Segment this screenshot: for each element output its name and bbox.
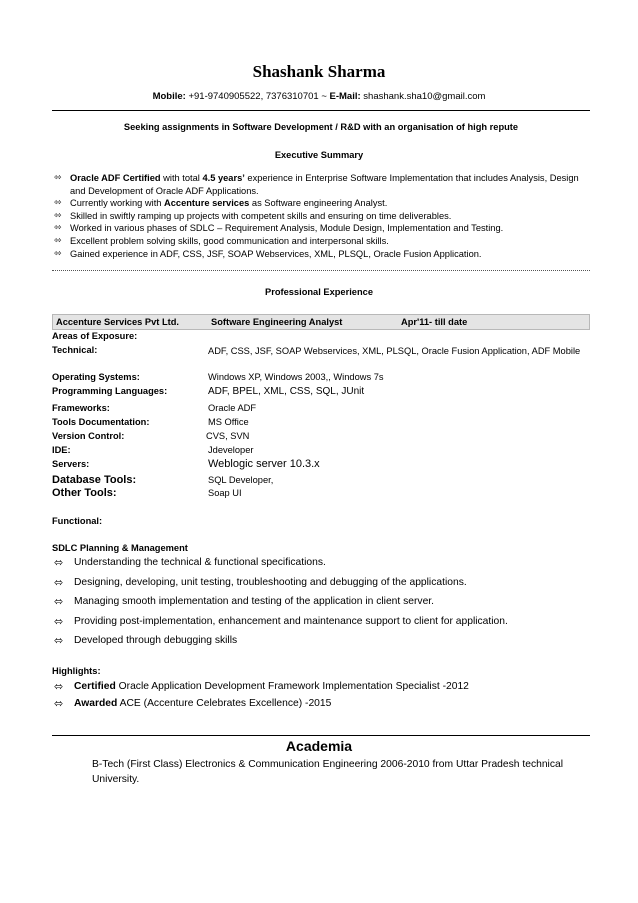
job-role: Software Engineering Analyst <box>211 317 343 327</box>
functional-label: Functional: <box>52 516 103 526</box>
divider <box>52 110 590 111</box>
arrow-left-right-icon: ⬄ <box>54 235 62 246</box>
mobile-value: +91-9740905522, 7376310701 ~ <box>185 91 330 102</box>
academia-text: B-Tech (First Class) Electronics & Communication Engineering 2006-2010 from Uttar Pradesh technical University. <box>92 759 563 785</box>
executive-summary-title: Executive Summary <box>274 150 364 160</box>
company-name: Accenture Services Pvt Ltd. <box>56 317 179 327</box>
sdlc-list <box>52 553 592 651</box>
highlights-list <box>52 678 592 712</box>
list-item: ⬄ Understanding the technical & functional specifications. <box>52 553 592 573</box>
sdlc-label: SDLC Planning & Management <box>52 543 188 553</box>
list-item: ⬄ Currently working with Accenture services as Software engineering Analyst. <box>54 198 388 209</box>
list-item: ⬄ Managing smooth implementation and testing of the application in client server. <box>52 592 592 612</box>
list-item: ⬄ Gained experience in ADF, CSS, JSF, SOAP Webservices, XML, PLSQL, Oracle Fusion Application. <box>54 248 482 259</box>
academia-title: Academia <box>285 738 353 754</box>
list-item: ⬄ Certified Oracle Application Development Framework Implementation Specialist -2012 <box>54 680 469 693</box>
email-value: shashank.sha10@gmail.com <box>360 91 486 102</box>
email-label: E-Mail: <box>329 91 361 102</box>
arrow-left-right-icon: ⬄ <box>54 595 64 608</box>
list-item: ⬄ Developed through debugging skills <box>52 631 592 651</box>
job-header-bar <box>52 314 590 330</box>
list-item: ⬄ Skilled in swiftly ramping up projects with competent skills and ensuring on time deliverables. <box>54 210 452 221</box>
areas-label: Areas of Exposure: <box>52 331 138 341</box>
arrow-left-right-icon: ⬄ <box>54 634 64 647</box>
professional-experience-title: Professional Experience <box>265 287 373 297</box>
arrow-left-right-icon: ⬄ <box>54 248 62 259</box>
arrow-left-right-icon: ⬄ <box>54 223 62 234</box>
list-item: ⬄ Awarded ACE (Accenture Celebrates Excellence) -2015 <box>54 697 332 710</box>
arrow-left-right-icon: ⬄ <box>54 575 64 589</box>
skill-row: Technical: ADF, CSS, JSF, SOAP Webservices, XML, PLSQL, Oracle Fusion Application, ADF Mobile <box>52 345 581 356</box>
divider <box>52 735 590 736</box>
job-period: Apr'11- till date <box>401 317 468 327</box>
executive-summary-list <box>52 172 592 260</box>
list-item: ⬄ Providing post-implementation, enhancement and maintenance support to client for application. <box>52 612 592 632</box>
arrow-left-right-icon: ⬄ <box>54 210 62 221</box>
dotted-divider <box>52 270 590 271</box>
list-item: ⬄ Designing, developing, unit testing, troubleshooting and debugging of the applications. <box>52 573 592 593</box>
arrow-left-right-icon: ⬄ <box>54 680 64 693</box>
arrow-left-right-icon: ⬄ <box>54 697 64 710</box>
list-item: ⬄ Oracle ADF Certified with total 4.5 years’ experience in Enterprise Software Implementation that includes Analysis, Design and Development of Oracle ADF Applications. <box>54 173 579 196</box>
candidate-name: Shashank Sharma <box>252 62 386 81</box>
arrow-left-right-icon: ⬄ <box>54 198 62 209</box>
arrow-left-right-icon: ⬄ <box>54 556 64 569</box>
list-item: ⬄ Excellent problem solving skills, good communication and interpersonal skills. <box>54 235 389 246</box>
list-item: ⬄ Worked in various phases of SDLC – Requirement Analysis, Module Design, Implementation and Testing. <box>54 223 504 234</box>
mobile-label: Mobile: <box>152 91 186 102</box>
arrow-left-right-icon: ⬄ <box>54 173 62 183</box>
highlights-label: Highlights: <box>52 666 101 676</box>
arrow-left-right-icon: ⬄ <box>54 614 64 628</box>
contact-line <box>0 91 638 102</box>
objective: Seeking assignments in Software Development / R&D with an organisation of high repute <box>123 122 519 132</box>
